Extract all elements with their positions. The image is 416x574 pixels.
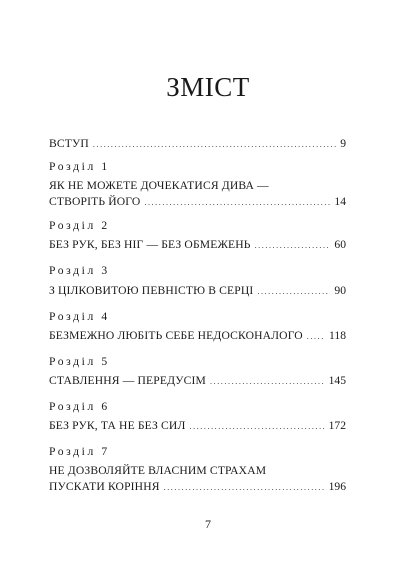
toc-entry-label-line[interactable]: ЯК НЕ МОЖЕТЕ ДОЧЕКАТИСЯ ДИВА — xyxy=(49,179,269,192)
toc-entry-label: З ЦІЛКОВИТОЮ ПЕВНІСТЮ В СЕРЦІ xyxy=(49,284,254,297)
toc-page-number: 14 xyxy=(334,195,346,208)
toc-entry-label: СТАВЛЕННЯ — ПЕРЕДУСІМ xyxy=(49,374,207,387)
page-title: ЗМІСТ xyxy=(166,72,250,102)
toc-entry-chapter-2[interactable] xyxy=(49,237,346,253)
section-heading-5: Розділ 5 xyxy=(49,355,110,368)
toc-page-number: 145 xyxy=(328,374,346,387)
section-heading-1: Розділ 1 xyxy=(49,160,110,173)
section-heading-6: Розділ 6 xyxy=(49,400,110,413)
section-heading-4: Розділ 4 xyxy=(49,310,110,323)
toc-entry-chapter-6[interactable] xyxy=(49,418,346,434)
dot-leader xyxy=(307,329,325,345)
toc-entry-chapter-1[interactable] xyxy=(49,194,346,210)
section-heading-7: Розділ 7 xyxy=(49,445,110,458)
dot-leader xyxy=(257,284,330,300)
toc-page-number: 60 xyxy=(334,238,346,251)
toc-entry-intro[interactable] xyxy=(49,136,346,152)
toc-page-number: 9 xyxy=(340,137,346,150)
toc-entry-label: ВСТУП xyxy=(49,137,89,150)
toc-entry-label: БЕЗ РУК, БЕЗ НІГ — БЕЗ ОБМЕЖЕНЬ xyxy=(49,238,251,251)
toc-entry-label: ПУСКАТИ КОРІННЯ xyxy=(49,480,160,493)
toc-entry-chapter-7[interactable] xyxy=(49,479,346,495)
dot-leader xyxy=(210,374,325,390)
dot-leader xyxy=(255,238,331,254)
toc-entry-label-line[interactable]: НЕ ДОЗВОЛЯЙТЕ ВЛАСНИМ СТРАХАМ xyxy=(49,464,267,477)
toc-page-number: 90 xyxy=(334,284,346,297)
toc-entry-label: БЕЗМЕЖНО ЛЮБІТЬ СЕБЕ НЕДОСКОНАЛОГО xyxy=(49,329,303,342)
toc-entry-label: БЕЗ РУК, ТА НЕ БЕЗ СИЛ xyxy=(49,419,186,432)
toc-page-number: 196 xyxy=(328,480,346,493)
dot-leader xyxy=(144,195,330,211)
toc-page-number: 118 xyxy=(329,329,346,342)
toc-entry-chapter-5[interactable] xyxy=(49,373,346,389)
toc-entry-chapter-4[interactable] xyxy=(49,328,346,344)
toc-page-number: 172 xyxy=(328,419,346,432)
section-heading-2: Розділ 2 xyxy=(49,219,110,232)
dot-leader xyxy=(93,137,336,153)
toc-entry-chapter-3[interactable] xyxy=(49,283,346,299)
dot-leader xyxy=(164,480,325,496)
section-heading-3: Розділ 3 xyxy=(49,264,110,277)
page-number: 7 xyxy=(205,517,211,531)
dot-leader xyxy=(189,419,324,435)
toc-entry-label: СТВОРІТЬ ЙОГО xyxy=(49,195,141,208)
